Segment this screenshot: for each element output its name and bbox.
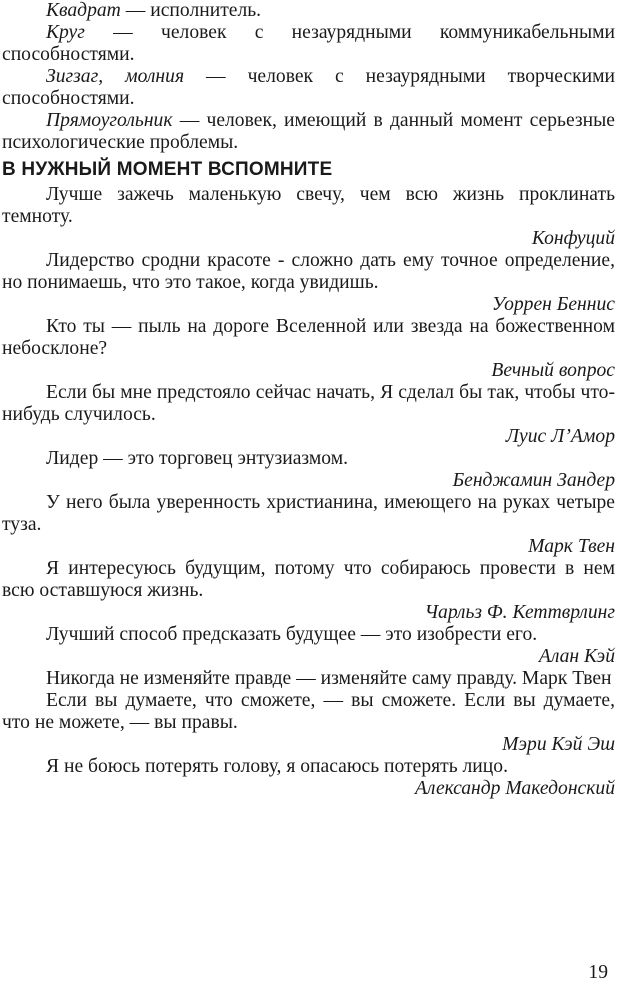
quote-author: Конфуций	[531, 228, 615, 249]
quote-text: Никогда не изменяйте правде — изменяйте саму правду. Марк Твен	[46, 668, 612, 689]
definition-term: Прямоугольник	[46, 110, 173, 131]
quote-text: Лидер — это торговец энтузиазмом.	[46, 448, 348, 469]
definition-term: Квадрат	[46, 0, 121, 21]
quote-text: Лучший способ предсказать будущее — это изобрести его.	[46, 624, 538, 645]
quote-author: Уоррен Беннис	[491, 294, 615, 315]
quote-text: Лучше зажечь маленькую свечу, чем всю жизнь проклинать темноту.	[2, 184, 615, 227]
definition-text: — человек с незаурядными коммуникабельными способностями.	[2, 22, 615, 65]
quote-author: Алан Кэй	[538, 646, 615, 667]
quote-text: Я не боюсь потерять голову, я опасаюсь потерять лицо.	[46, 756, 508, 777]
quote-author: Вечный вопрос	[491, 360, 615, 381]
quote-author: Луис Л’Амор	[505, 426, 615, 447]
definition-paragraph	[2, 0, 615, 22]
page-number: 19	[588, 962, 608, 983]
definition-paragraph	[2, 22, 615, 66]
quote-text: Я интересуюсь будущим, потому что собираюсь провести в нем всю оставшуюся жизнь.	[2, 558, 615, 601]
definition-paragraph	[2, 66, 615, 110]
definition-term: Круг	[46, 22, 85, 43]
quote-author: Мэри Кэй Эш	[502, 734, 615, 755]
definition-text: — человек, имеющий в данный момент серьезные психологические проблемы.	[2, 110, 615, 153]
quote-text: У него была уверенность христианина, имеющего на руках четыре туза.	[2, 492, 615, 535]
quote-author: Марк Твен	[528, 536, 615, 557]
definition-text: — исполнитель.	[120, 0, 262, 21]
quote-author: Бенджамин Зандер	[452, 470, 615, 491]
definition-term: Зигзаг, молния	[46, 66, 185, 87]
section-title: В НУЖНЫЙ МОМЕНТ ВСПОМНИТЕ	[2, 159, 333, 180]
page-content	[2, 0, 615, 800]
quote-text: Кто ты — пыль на дороге Вселенной или звезда на божественном небосклоне?	[2, 316, 615, 359]
quote-text: Если вы думаете, что сможете, — вы сможете. Если вы думаете, что не можете, — вы правы.	[2, 690, 615, 733]
quote-text: Лидерство сродни красоте - сложно дать ему точное определение, но понимаешь, что это такое, когда увидишь.	[2, 250, 615, 293]
definition-paragraph	[2, 110, 615, 154]
definition-text: — человек с незаурядными творческими способностями.	[2, 66, 615, 109]
quote-author: Александр Македонский	[414, 778, 615, 799]
quote-text: Если бы мне предстояло сейчас начать, Я сделал бы так, чтобы что-нибудь случилось.	[2, 382, 615, 425]
quote-author: Чарльз Ф. Кеттврлинг	[424, 602, 615, 623]
